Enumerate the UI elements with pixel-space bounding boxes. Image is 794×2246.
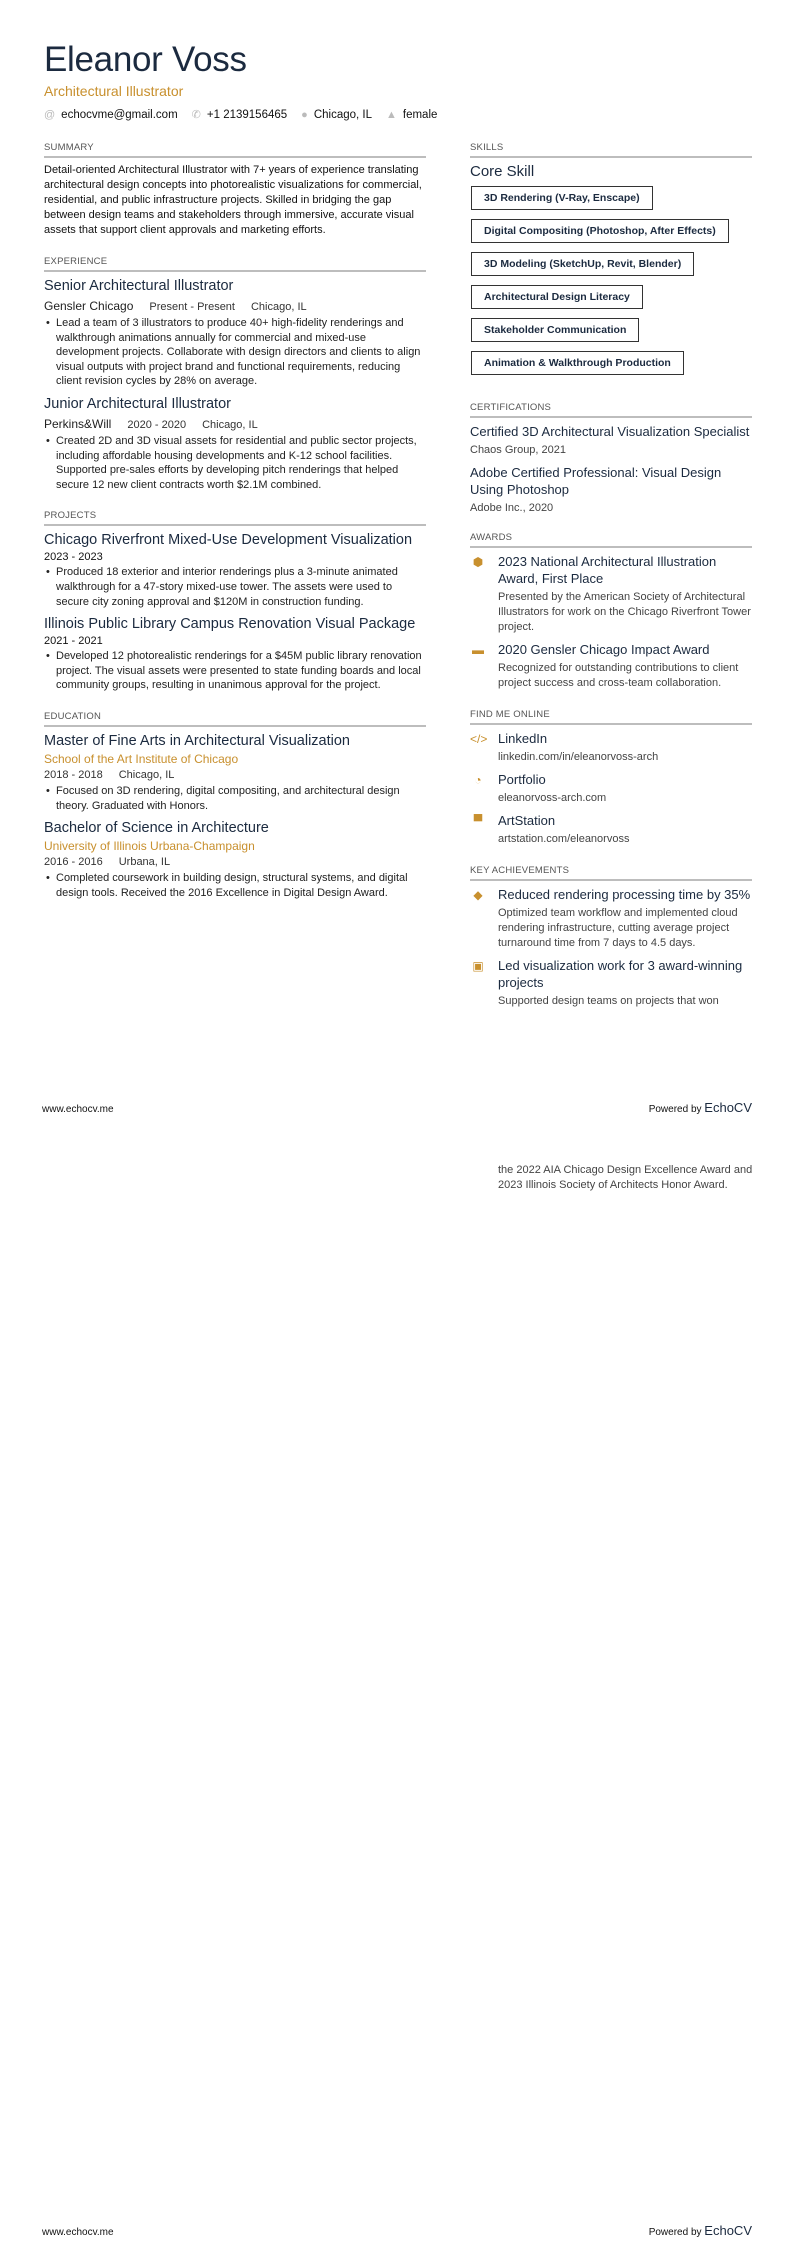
link-title: Portfolio [498,772,546,787]
link-title: ArtStation [498,813,556,828]
education-item [44,819,426,900]
achievement-desc: Optimized team workflow and implemented cloud rendering infrastructure, cutting average project turnaround time from 7 days to 4.5 days. [498,907,738,949]
projects-section [44,510,426,693]
project-item [44,615,426,693]
section-heading: PROJECTS [44,510,426,526]
section-heading: AWARDS [470,532,752,548]
link-url[interactable]: linkedin.com/in/eleanorvoss-arch [498,751,659,763]
location: Urbana, IL [118,856,171,869]
company: Perkins&Will [44,416,112,431]
job-title: Senior Architectural Illustrator [44,278,234,294]
comment-icon: ▬ [472,643,484,657]
degree: Master of Fine Arts in Architectural Visualization [44,732,350,749]
skill-chip: Stakeholder Communication [471,318,639,342]
award-title: 2020 Gensler Chicago Impact Award [498,642,710,657]
achievement-item [470,957,752,1009]
at-icon: @ [44,108,56,121]
skill-chip: 3D Rendering (V-Ray, Enscape) [471,186,653,210]
footer-site[interactable]: www.echocv.me [42,1104,114,1115]
section-heading: EXPERIENCE [44,256,426,272]
location-pin-icon: ● [301,108,308,121]
section-heading: KEY ACHIEVEMENTS [470,865,752,881]
brand: EchoCV [704,2223,752,2238]
email[interactable]: echocvme@gmail.com [61,108,178,121]
online-item[interactable] [470,771,752,806]
project-title: Chicago Riverfront Mixed-Use Development Visualization [44,532,413,549]
achievement-desc-continued: the 2022 AIA Chicago Design Excellence Award and 2023 Illinois Society of Architects Honor Award. [498,1164,753,1191]
award-item [470,553,752,635]
project-title: Illinois Public Library Campus Renovation Visual Package [44,616,416,633]
section-heading: EDUCATION [44,711,426,727]
online-section [470,709,752,847]
achievement-title: Led visualization work for 3 award-winning projects [498,958,743,990]
education-item [44,732,426,813]
award-desc: Presented by the American Society of Architectural Illustrators for work on the Chicago Riverfront Tower project. [498,591,751,633]
dates: 2018 - 2018 [44,768,103,781]
school: University of Illinois Urbana-Champaign [44,839,255,854]
cert-title: Certified 3D Architectural Visualization Specialist [470,424,750,439]
left-column [44,142,426,918]
candidate-title: Architectural Illustrator [44,83,184,99]
powered-by: Powered by [648,1104,702,1115]
bullet: • Completed coursework in building design, structural systems, and digital design tools. Received the 2016 Excellence in Digital Design Award. [44,871,426,900]
location: Chicago, IL [118,768,175,781]
book-icon: ▣ [472,959,484,973]
award-item [470,641,752,691]
candidate-name: Eleanor Voss [44,40,247,79]
right-column [470,142,752,1027]
bullet: • Lead a team of 3 illustrators to produce 40+ high-fidelity renderings and walkthrough animations annually for commercial and mixed-use development projects. Collaborate with design directors and clients to align visual outputs with project brand and functional requirements, reducing client revision cycles by 28% on average. [44,316,426,389]
link-url[interactable]: eleanorvoss-arch.com [498,792,607,804]
job-title: Junior Architectural Illustrator [44,395,231,412]
achievement-item [470,886,752,951]
graduation-cap-icon: ◆ [473,888,483,902]
summary-text: Detail-oriented Architectural Illustrator with 7+ years of experience translating architectural design concepts into photorealistic visualizations for commercial, residential, and public infrastructure projects. Skilled in bridging the gap between design teams and stakeholders through immersive, accurate visual assets that support client approvals and marketing efforts. [44,164,422,236]
person-icon: ▲ [386,108,397,121]
contact-bar [44,108,437,121]
cert-issuer: Adobe Inc., 2020 [470,502,554,514]
skill-group-title: Core Skill [470,163,535,180]
footer-powered[interactable] [649,1100,752,1115]
skill-chip: Digital Compositing (Photoshop, After Effects) [471,219,729,243]
cube-icon: ⬢ [472,555,484,569]
powered-by: Powered by [648,2227,702,2238]
footer-site-page2[interactable]: www.echocv.me [42,2227,114,2238]
achievements-section [470,865,752,1009]
school: School of the Art Institute of Chicago [44,751,239,766]
section-heading: SUMMARY [44,142,426,158]
bullet: • Created 2D and 3D visual assets for residential and public sector projects, including affordable housing developments and K-12 school facilities. Supported pre-sales efforts by developing pitch renderings that helped secure 12 new client contracts worth $2.1M combined. [44,434,426,492]
link-url[interactable]: artstation.com/eleanorvoss [498,833,630,845]
certifications-section [470,402,752,514]
archive-icon: ▀ [473,814,483,828]
link-title: LinkedIn [498,731,548,746]
code-icon: </> [470,732,488,746]
brand: EchoCV [704,1100,752,1115]
degree: Bachelor of Science in Architecture [44,820,269,837]
online-item[interactable] [470,730,752,765]
skill-chip: Architectural Design Literacy [471,285,643,309]
cert-title: Adobe Certified Professional: Visual Design Using Photoshop [470,465,722,497]
skill-chip: Animation & Walkthrough Production [471,351,684,375]
dates: 2023 - 2023 [44,551,103,564]
experience-section [44,256,426,492]
achievement-desc: Supported design teams on projects that won [498,995,719,1007]
bullet: • Focused on 3D rendering, digital compositing, and architectural design theory. Graduated with Honors. [44,784,426,813]
skills-section [470,142,752,384]
footer-powered-page2[interactable] [649,2223,752,2238]
dates: 2020 - 2020 [127,418,187,431]
section-heading: CERTIFICATIONS [470,402,752,418]
company: Gensler Chicago [44,299,134,313]
skill-chip: 3D Modeling (SketchUp, Revit, Blender) [471,252,694,276]
dates: Present - Present [149,301,235,313]
location: Chicago, IL [202,418,258,431]
gender: female [402,108,438,121]
project-item [44,531,426,609]
experience-item [44,277,426,389]
bullet: • Produced 18 exterior and interior renderings plus a 3-minute animated walkthrough for a 47-story mixed-use tower. The assets were used to secure city zoning approval and $120M in construction funding. [44,565,426,609]
education-section [44,711,426,900]
section-heading: SKILLS [470,142,752,158]
phone-icon: ✆ [191,109,201,121]
summary-section [44,142,426,238]
phone[interactable]: +1 2139156465 [206,108,288,121]
bullet: • Developed 12 photorealistic renderings for a $45M public library renovation project. The visual assets were presented to state funding boards and local community groups, resulting in unanimous approval for the project. [44,649,426,693]
award-title: 2023 National Architectural Illustration Award, First Place [498,554,717,586]
dates: 2021 - 2021 [44,635,103,648]
cert-issuer: Chaos Group, 2021 [470,444,567,456]
award-desc: Recognized for outstanding contributions to client project success and cross-team collaboration. [498,662,739,689]
clock-icon: ◔ [474,773,482,787]
experience-item [44,395,426,492]
location: Chicago, IL [313,108,372,121]
online-item[interactable] [470,812,752,847]
dates: 2016 - 2016 [44,856,103,869]
achievement-title: Reduced rendering processing time by 35% [498,887,751,902]
location: Chicago, IL [250,301,307,313]
awards-section [470,532,752,691]
section-heading: FIND ME ONLINE [470,709,752,725]
